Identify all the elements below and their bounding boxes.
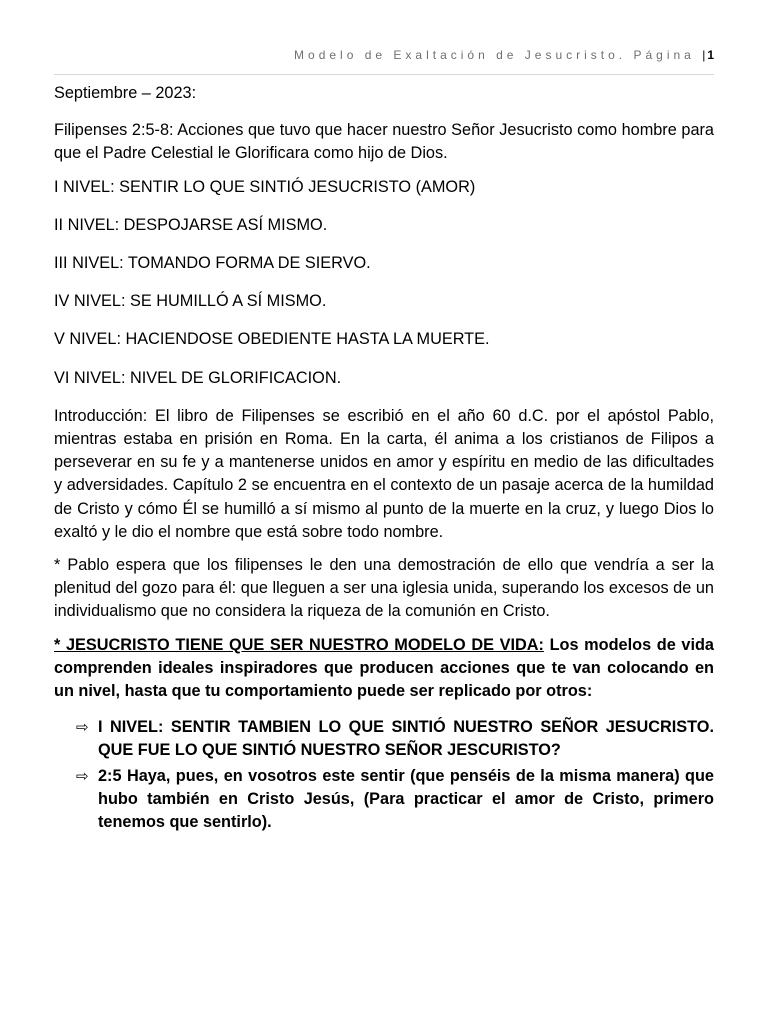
arrow-right-icon: ⇨ bbox=[76, 719, 89, 737]
model-heading-text: Los modelos de vida comprenden ideales inspiradores que producen acciones que te van colocando en un nivel, hasta que tu comportamiento puede ser replicado por otros: bbox=[54, 635, 714, 701]
header-title: Modelo de Exaltación de Jesucristo. Página bbox=[294, 48, 695, 62]
model-heading-title: * JESUCRISTO TIENE QUE SER NUESTRO MODELO DE VIDA: bbox=[54, 635, 544, 654]
intro-verse: Filipenses 2:5-8: Acciones que tuvo que hacer nuestro Señor Jesucristo como hombre para que el Padre Celestial le Glorificara como hijo de Dios. bbox=[54, 121, 714, 163]
list-item bbox=[54, 716, 714, 762]
arrow-right-icon: ⇨ bbox=[76, 767, 89, 785]
list-item bbox=[54, 765, 714, 835]
document-body bbox=[54, 82, 714, 836]
document-date: Septiembre – 2023: bbox=[54, 84, 197, 102]
level-item: IV NIVEL: SE HUMILLÓ A SÍ MISMO. bbox=[54, 292, 327, 311]
model-heading bbox=[54, 634, 714, 704]
level-item: VI NIVEL: NIVEL DE GLORIFICACION. bbox=[54, 368, 342, 387]
level-item: V NIVEL: HACIENDOSE OBEDIENTE HASTA LA MUERTE. bbox=[54, 330, 490, 349]
introduction-paragraph: Introducción: El libro de Filipenses se escribió en el año 60 d.C. por el apóstol Pablo, mientras estaba en prisión en Roma. En la carta, él anima a los cristianos de Filipos a perseverar en su fe y a mantenerse unidos en amor y espíritu en medio de las dificultades y adversidades. Capítulo 2 se encuentra en el contexto de un pasaje acerca de la humildad de Cristo y cómo Él se humilló a sí mismo al punto de la muerte en la cruz, y luego Dios lo exaltó y le dio el nombre que está sobre todo nombre. bbox=[54, 406, 714, 541]
running-header bbox=[54, 40, 714, 75]
level-item: III NIVEL: TOMANDO FORMA DE SIERVO. bbox=[54, 254, 371, 273]
pablo-note: * Pablo espera que los filipenses le den una demostración de ello que vendría a ser la plenitud del gozo para él: que lleguen a ser una iglesia unida, superando los excesos de un individualismo que no considera la riqueza de la comunión en Cristo. bbox=[54, 556, 714, 621]
level-item: I NIVEL: SENTIR LO QUE SINTIÓ JESUCRISTO (AMOR) bbox=[54, 177, 476, 196]
list-item-text: I NIVEL: SENTIR TAMBIEN LO QUE SINTIÓ NUESTRO SEÑOR JESUCRISTO. QUE FUE LO QUE SINTIÓ NUESTRO SEÑOR JESCURISTO? bbox=[98, 718, 714, 760]
page-number: 1 bbox=[707, 48, 714, 62]
list-item-text: 2:5 Haya, pues, en vosotros este sentir (que penséis de la misma manera) que hubo también en Cristo Jesús, (Para practicar el amor de Cristo, primero tenemos que sentirlo). bbox=[98, 766, 714, 832]
level-item: II NIVEL: DESPOJARSE ASÍ MISMO. bbox=[54, 215, 328, 234]
arrow-list bbox=[54, 716, 714, 834]
header-separator: | bbox=[702, 48, 708, 62]
